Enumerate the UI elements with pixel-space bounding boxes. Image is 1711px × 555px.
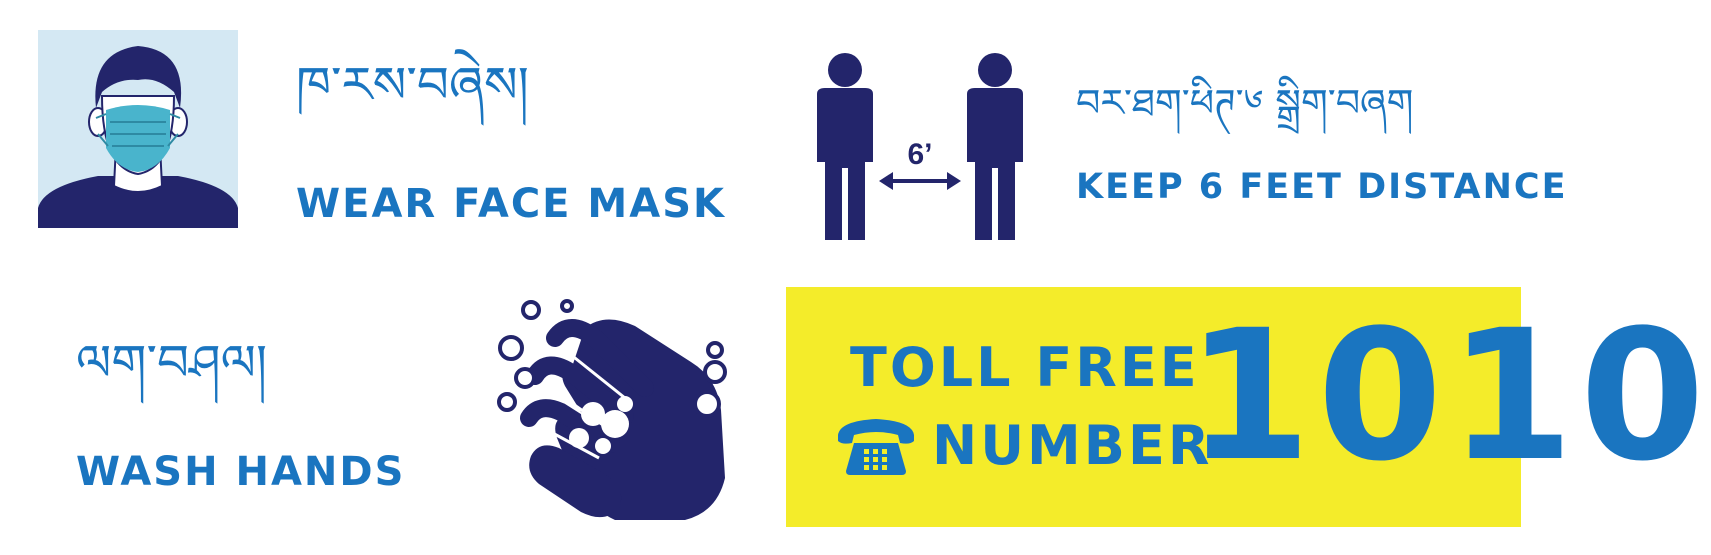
telephone-icon	[836, 413, 916, 479]
hand-washing-illustration	[495, 298, 735, 530]
wash-tibetan-label: ལག་བཤལ།	[76, 334, 268, 392]
toll-free-line2: NUMBER	[932, 414, 1213, 477]
social-distance-people-icon	[803, 50, 1043, 245]
distance-measure-label: 6’	[907, 138, 933, 171]
toll-free-line1: TOLL FREE	[850, 336, 1200, 399]
face-mask-person-icon	[38, 30, 238, 228]
social-distance-illustration	[803, 50, 1043, 249]
face-mask-illustration	[38, 30, 238, 228]
wash-english-label: WASH HANDS	[76, 449, 406, 495]
toll-free-number: 1010	[1186, 292, 1711, 501]
mask-english-label: WEAR FACE MASK	[296, 181, 726, 227]
distance-tibetan-label: བར་ཐག་ཕིཊ་༦ སྒྲིག་བཞག	[1076, 81, 1414, 125]
toll-free-banner	[786, 287, 1711, 527]
mask-tibetan-label: ཁ་རས་བཞེས།	[296, 56, 529, 114]
hand-washing-icon	[495, 298, 735, 526]
distance-english-label: KEEP 6 FEET DISTANCE	[1076, 167, 1568, 207]
